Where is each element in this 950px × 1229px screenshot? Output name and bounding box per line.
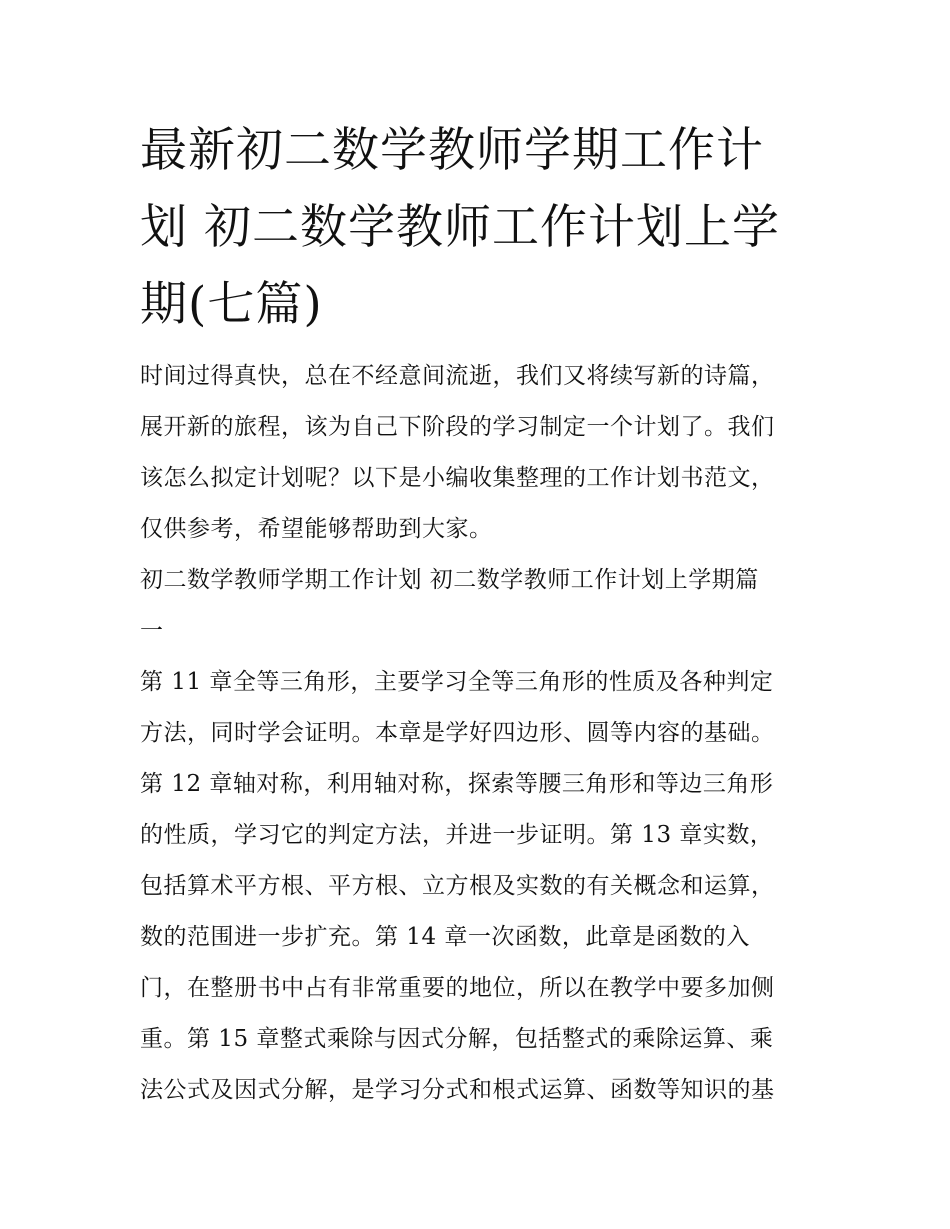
body-line-6: 数的范围进一步扩充。第 14 章一次函数，此章是函数的入 xyxy=(140,924,750,950)
section-heading-line-2: 一 xyxy=(140,618,164,644)
body-line-8: 重。第 15 章整式乘除与因式分解，包括整式的乘除运算、乘 xyxy=(140,1026,774,1052)
body-line-5: 包括算术平方根、平方根、立方根及实数的有关概念和运算， xyxy=(140,873,775,899)
intro-paragraph xyxy=(140,351,820,555)
body-line-9: 法公式及因式分解，是学习分式和根式运算、函数等知识的基 xyxy=(140,1077,775,1103)
body-line-7: 门，在整册书中占有非常重要的地位，所以在教学中要多加侧 xyxy=(140,975,775,1001)
body-paragraph xyxy=(140,657,820,1116)
intro-line-1: 时间过得真快，总在不经意间流逝，我们又将续写新的诗篇， xyxy=(140,363,775,389)
intro-line-4: 仅供参考，希望能够帮助到大家。 xyxy=(140,516,493,542)
title-line-1: 最新初二数学教师学期工作计 xyxy=(140,123,764,178)
body-line-1: 第 11 章全等三角形，主要学习全等三角形的性质及各种判定 xyxy=(140,669,774,695)
intro-line-3: 该怎么拟定计划呢？以下是小编收集整理的工作计划书范文， xyxy=(140,465,775,491)
title-line-2: 划 初二数学教师工作计划上学 xyxy=(140,200,780,255)
section-heading-line-1: 初二数学教师学期工作计划 初二数学教师工作计划上学期篇 xyxy=(140,567,759,593)
body-line-2: 方法，同时学会证明。本章是学好四边形、圆等内容的基础。 xyxy=(140,720,775,746)
body-line-3: 第 12 章轴对称，利用轴对称，探索等腰三角形和等边三角形 xyxy=(140,771,774,797)
intro-line-2: 展开新的旅程，该为自己下阶段的学习制定一个计划了。我们 xyxy=(140,414,775,440)
document-title xyxy=(140,112,820,343)
document-content xyxy=(140,112,820,1116)
body-line-4: 的性质，学习它的判定方法，并进一步证明。第 13 章实数， xyxy=(140,822,774,848)
section-heading xyxy=(140,555,820,657)
title-line-3: 期(七篇) xyxy=(140,277,323,332)
